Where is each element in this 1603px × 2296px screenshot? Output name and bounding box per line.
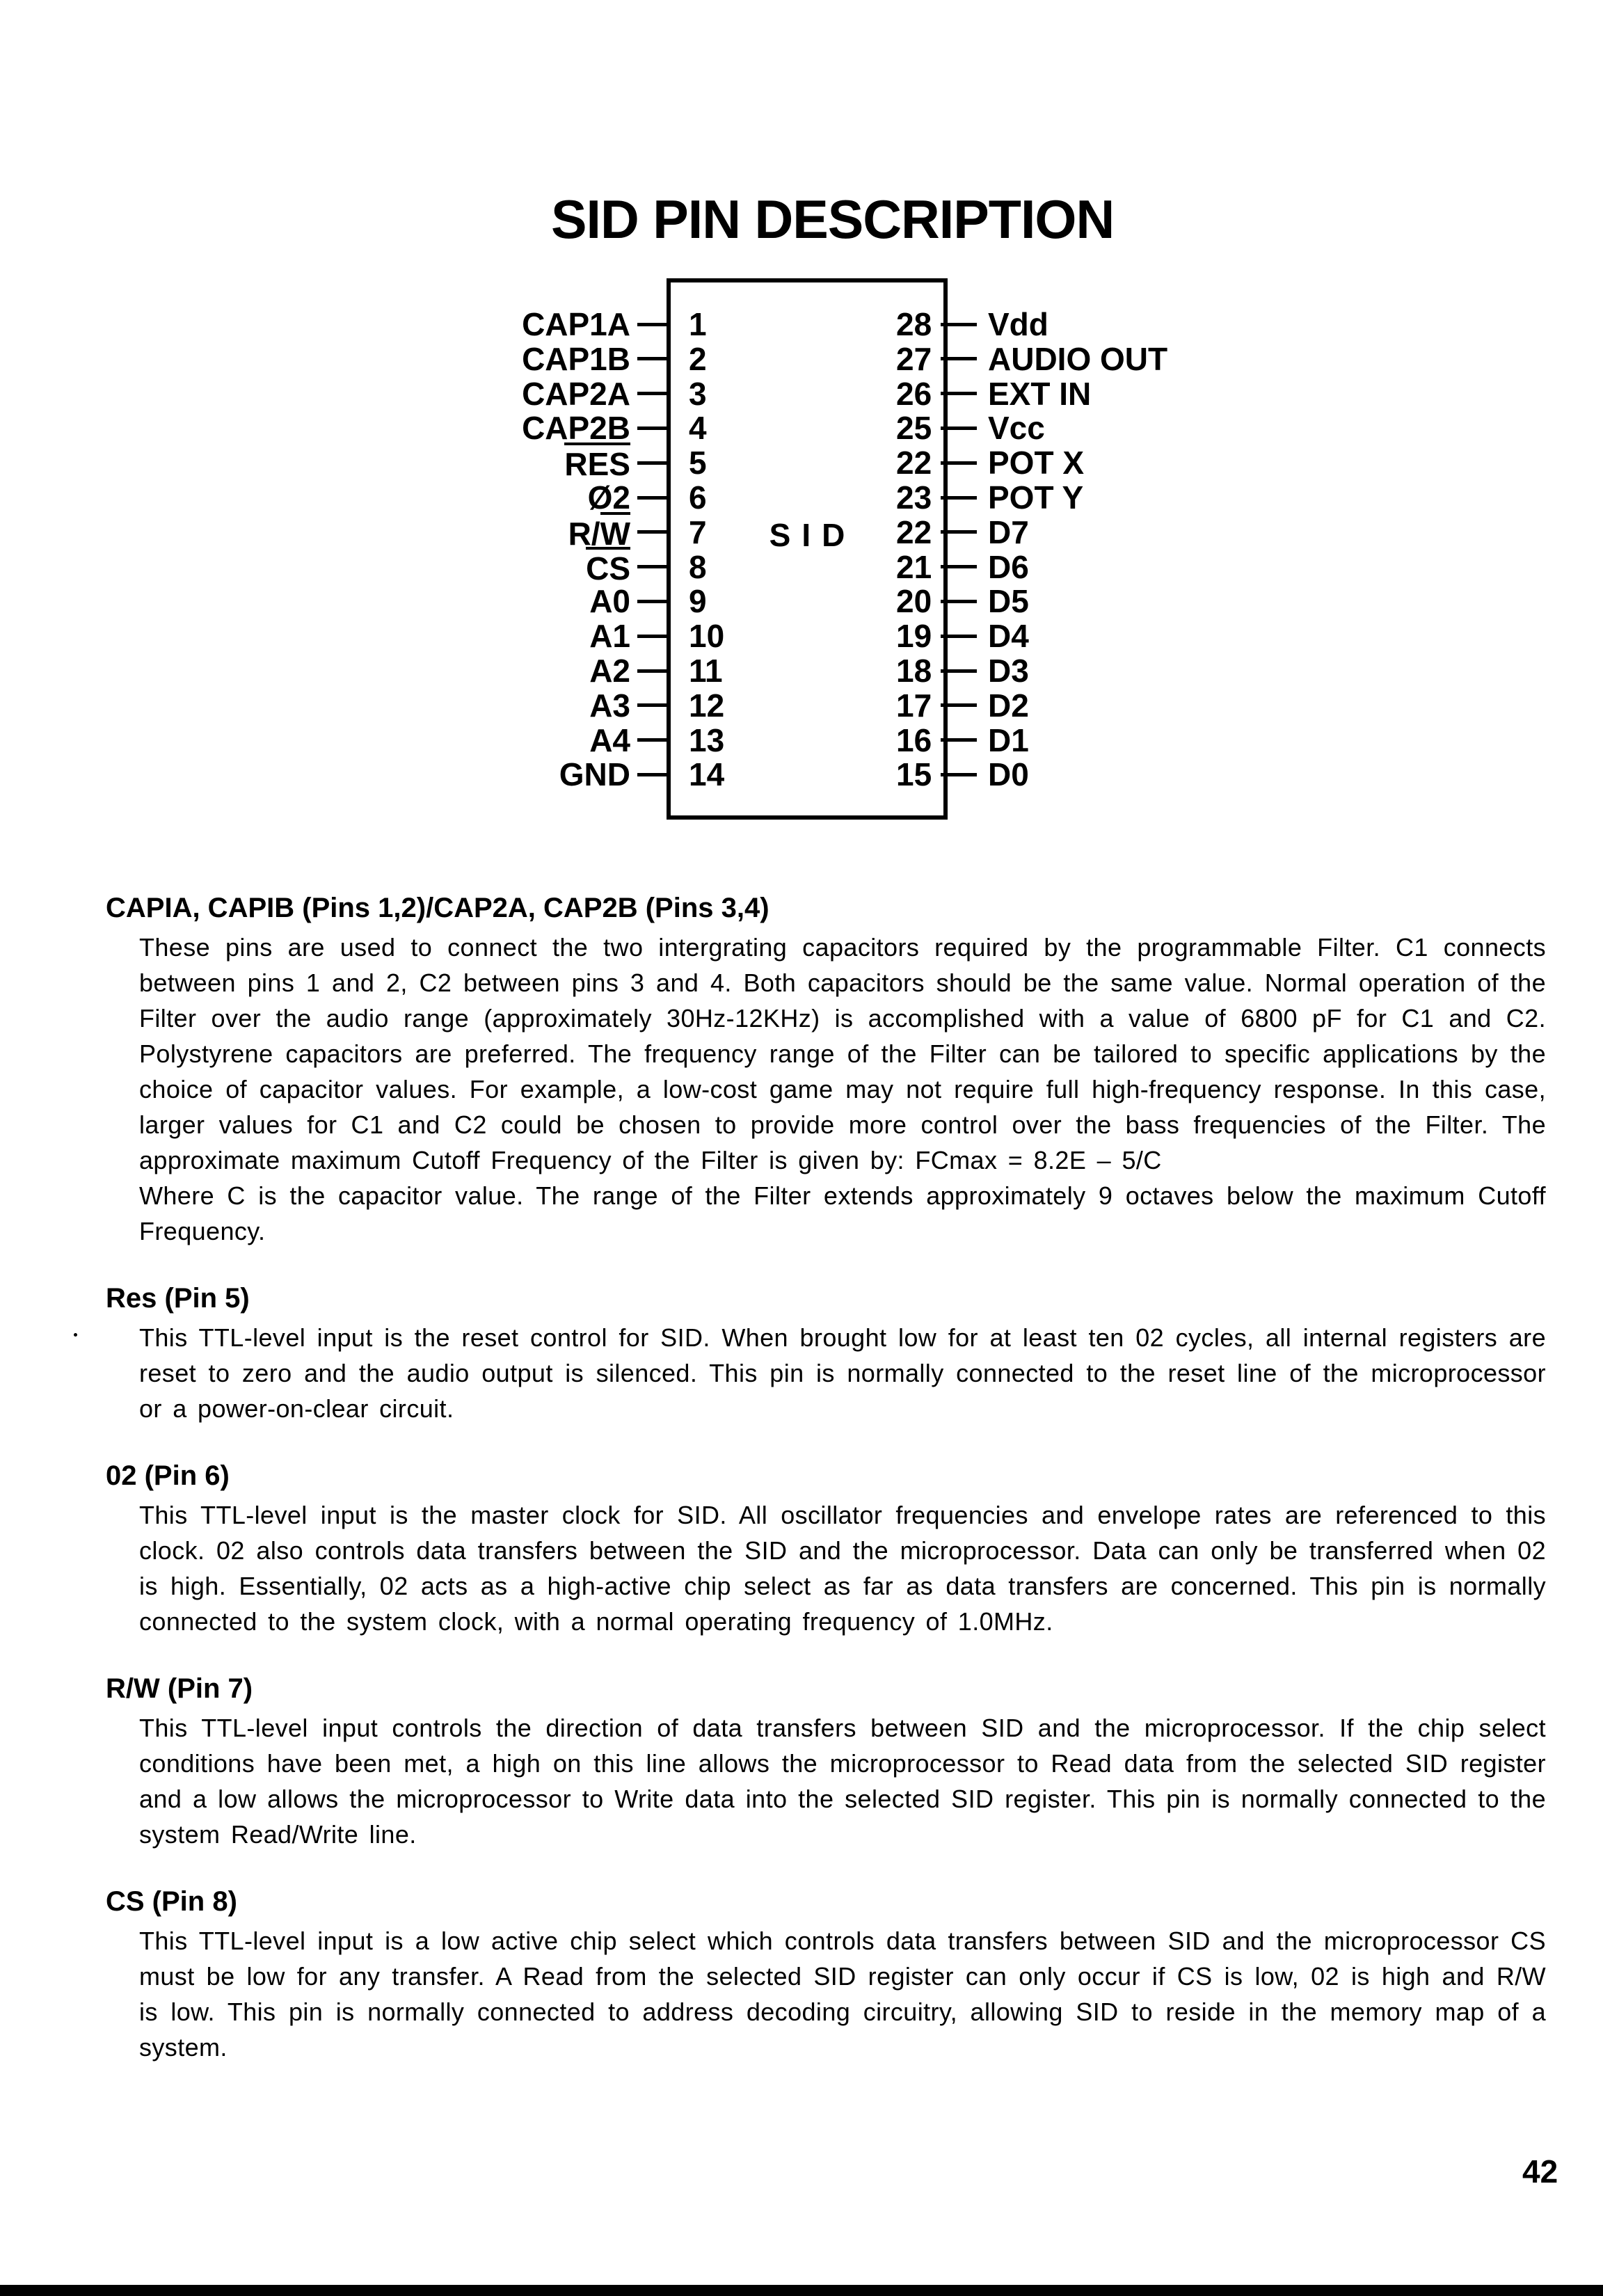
pin-label: D1: [988, 722, 1029, 758]
pin-number: 22: [896, 445, 932, 481]
pin-tick-line: [941, 426, 977, 430]
pin-number: 5: [689, 445, 707, 481]
pin-number: 22: [896, 513, 932, 550]
scan-speck: [74, 1333, 77, 1337]
pin-number: 16: [896, 722, 932, 758]
pin-label: D2: [988, 687, 1029, 724]
pin-number: 8: [689, 548, 707, 585]
pin-label: AUDIO OUT: [988, 340, 1168, 377]
pin-label-segment: CAP2B: [522, 410, 630, 447]
pin-label: [387, 756, 630, 793]
pin-tick-line: [637, 669, 671, 673]
pin-tick-line: [637, 496, 671, 500]
pin-label: D6: [988, 548, 1029, 585]
pin-tick-line: [941, 496, 977, 500]
chip-label: SID: [769, 517, 856, 553]
pin-tick-line: [637, 738, 671, 742]
pin-label-segment: R/: [568, 515, 600, 552]
pin-label: [387, 479, 630, 516]
section-paragraph: These pins are used to connect the two intergrating capacitors required by the programmable Filter. C1 connects between pins 1 and 2, C2 between pins 3 and 4. Both capacitors should be the same value. Normal operation of the Filter over the audio range (approximately 30Hz-12KHz) is accomplished with a value of 6800 pF for C1 and C2. Polystyrene capacitors are preferred. The frequency range of the Filter can be tailored to specific applications by the choice of capacitor values. For example, a low-cost game may not require full high-frequency response. In this case, larger values for C1 and C2 could be chosen to provide more control over the bass frequencies of the Filter. The approximate maximum Cutoff Frequency of the Filter is given by: FCmax = 8.2E – 5/C: [139, 933, 1546, 1174]
pin-number: 15: [896, 756, 932, 793]
pin-tick-line: [941, 530, 977, 534]
section-paragraph: This TTL-level input controls the direction of data transfers between SID and the microprocessor. If the chip select conditions have been met, a high on this line allows the microprocessor to Read data from the selected SID register and a low allows the microprocessor to Write data into the selected SID register. This pin is normally connected to the system Read/Write line.: [139, 1714, 1546, 1849]
pin-row-right: [896, 307, 1327, 342]
pin-tick-line: [941, 461, 977, 465]
pin-row-right: [896, 688, 1327, 723]
pin-number: 14: [689, 756, 725, 793]
pin-row-left: [387, 307, 737, 342]
pin-row-left: [387, 723, 737, 758]
pin-tick-line: [941, 669, 977, 673]
pin-tick-line: [637, 426, 671, 430]
pin-section: [106, 1458, 1546, 1639]
pin-tick-line: [637, 635, 671, 638]
pin-number: 25: [896, 410, 932, 447]
pin-number: 2: [689, 340, 707, 377]
pin-number: 27: [896, 340, 932, 377]
section-heading: R/W (Pin 7): [106, 1673, 253, 1704]
section-paragraph: This TTL-level input is a low active chip select which controls data transfers between SID and the microprocessor CS must be low for any transfer. A Read from the selected SID register can only occur if CS is low, 02 is high and R/W is low. This pin is normally connected to address decoding circuitry, allowing SID to reside in the memory map of a system.: [139, 1927, 1546, 2062]
pin-number: 13: [689, 722, 725, 758]
pin-label-segment: A4: [589, 722, 630, 758]
pin-row-left: [387, 688, 737, 723]
pin-label-segment: GND: [559, 756, 630, 793]
section-paragraph: Where C is the capacitor value. The range of the Filter extends approximately 9 octaves below the maximum Cutoff Frequency.: [139, 1181, 1546, 1245]
pin-label-segment: A1: [589, 618, 630, 655]
pin-row-right: [896, 410, 1327, 445]
pin-tick-line: [941, 565, 977, 568]
pin-description-sections: [106, 891, 1546, 2097]
pin-number: 20: [896, 583, 932, 620]
pin-tick-line: [637, 323, 671, 326]
pin-row-left: [387, 757, 737, 792]
pin-label: D0: [988, 756, 1029, 793]
pin-label-segment: A0: [589, 583, 630, 620]
section-heading: Res (Pin 5): [106, 1283, 250, 1314]
pin-row-right: [896, 619, 1327, 653]
page-title: SID PIN DESCRIPTION: [551, 189, 1115, 250]
pin-row-left: [387, 515, 737, 550]
pin-tick-line: [637, 530, 671, 534]
pin-label: D5: [988, 583, 1029, 620]
pin-section: [106, 1281, 1546, 1426]
pin-number: 23: [896, 479, 932, 516]
pin-label: [387, 652, 630, 689]
pin-row-right: [896, 723, 1327, 758]
pin-row-right: [896, 550, 1327, 584]
pin-label: D3: [988, 653, 1029, 689]
pin-row-left: [387, 376, 737, 411]
pin-label-overline-segment: CS: [586, 547, 630, 585]
pin-row-right: [896, 757, 1327, 792]
pin-row-left: [387, 619, 737, 653]
pin-tick-line: [637, 600, 671, 603]
pin-label-overline-segment: RES: [564, 443, 630, 481]
pin-row-left: [387, 445, 737, 483]
pin-label: [387, 375, 630, 413]
pin-label: [387, 687, 630, 724]
scan-artifact-bar: [0, 2285, 1603, 2296]
pin-label-segment: CAP1A: [522, 306, 630, 342]
pin-row-left: [387, 342, 737, 376]
pin-number: 26: [896, 375, 932, 412]
pin-tick-line: [941, 773, 977, 776]
pin-tick-line: [941, 392, 977, 395]
pin-number: 6: [689, 479, 707, 516]
section-paragraph: This TTL-level input is the master clock for SID. All oscillator frequencies and envelope rates are referenced to this clock. 02 also controls data transfers between the SID and the microprocessor. Data can only be transferred when 02 is high. Essentially, 02 acts as a high-active chip select as far as data transfers are concerned. This pin is normally connected to the system clock, with a normal operating frequency of 1.0MHz.: [139, 1501, 1546, 1636]
pin-tick-line: [941, 357, 977, 360]
pin-section: [106, 1671, 1546, 1852]
pin-row-left: [387, 410, 737, 445]
pin-tick-line: [637, 392, 671, 395]
pin-section: [106, 1884, 1546, 2065]
pin-label-segment: CAP2A: [522, 375, 630, 412]
pin-number: 18: [896, 653, 932, 689]
pin-tick-line: [637, 461, 671, 465]
pin-label: [387, 443, 630, 483]
page-number: 42: [1522, 2153, 1558, 2190]
pin-section: [106, 891, 1546, 1249]
pin-number: 3: [689, 375, 707, 412]
pin-label: [387, 547, 630, 587]
pin-tick-line: [941, 635, 977, 638]
pin-row-right: [896, 515, 1327, 550]
pin-label: [387, 305, 630, 343]
pin-label-segment: CAP1B: [522, 340, 630, 377]
pin-row-left: [387, 548, 737, 587]
pin-label-segment: Ø2: [587, 479, 630, 516]
pin-label: EXT IN: [988, 375, 1092, 412]
pin-row-left: [387, 653, 737, 688]
pin-number: 9: [689, 583, 707, 620]
pin-number: 28: [896, 306, 932, 342]
pin-row-right: [896, 584, 1327, 619]
pin-tick-line: [941, 738, 977, 742]
pin-tick-line: [941, 703, 977, 707]
pin-row-right: [896, 653, 1327, 688]
pin-label-segment: A3: [589, 687, 630, 724]
pin-tick-line: [637, 703, 671, 707]
pin-label: Vcc: [988, 410, 1045, 447]
pin-label: [387, 409, 630, 447]
pin-label-overline-segment: W: [600, 512, 630, 550]
pin-row-right: [896, 480, 1327, 515]
pin-label: [387, 617, 630, 655]
pin-tick-line: [941, 323, 977, 326]
pin-number: 19: [896, 618, 932, 655]
pin-row-right: [896, 342, 1327, 376]
pin-number: 21: [896, 548, 932, 585]
pin-number: 10: [689, 618, 725, 655]
pin-tick-line: [637, 357, 671, 360]
pin-label: D7: [988, 513, 1029, 550]
pin-label: [387, 582, 630, 620]
section-heading: CAPIA, CAPIB (Pins 1,2)/CAP2A, CAP2B (Pins 3,4): [106, 893, 769, 923]
pin-row-left: [387, 480, 737, 515]
pin-label-segment: A2: [589, 653, 630, 689]
pin-label: POT X: [988, 445, 1085, 481]
pin-label: POT Y: [988, 479, 1084, 516]
pin-label: Vdd: [988, 306, 1048, 342]
pin-label: D4: [988, 618, 1029, 655]
section-heading: CS (Pin 8): [106, 1886, 237, 1917]
section-paragraph: This TTL-level input is the reset control for SID. When brought low for at least ten 02 cycles, all internal registers are reset to zero and the audio output is silenced. This pin is normally connected to the reset line of the microprocessor or a power-on-clear circuit.: [139, 1323, 1546, 1423]
pin-number: 12: [689, 687, 725, 724]
section-heading: 02 (Pin 6): [106, 1460, 230, 1491]
pin-label: [387, 722, 630, 759]
pin-row-right: [896, 445, 1327, 480]
pin-row-left: [387, 584, 737, 619]
pin-number: 1: [689, 306, 707, 342]
pin-label: [387, 340, 630, 378]
pin-number: 11: [689, 653, 723, 689]
pin-tick-line: [637, 773, 671, 776]
pin-tick-line: [941, 600, 977, 603]
pin-row-right: [896, 376, 1327, 411]
pin-number: 4: [689, 410, 707, 447]
pin-number: 17: [896, 687, 932, 724]
pin-tick-line: [637, 565, 671, 568]
pin-number: 7: [689, 513, 707, 550]
